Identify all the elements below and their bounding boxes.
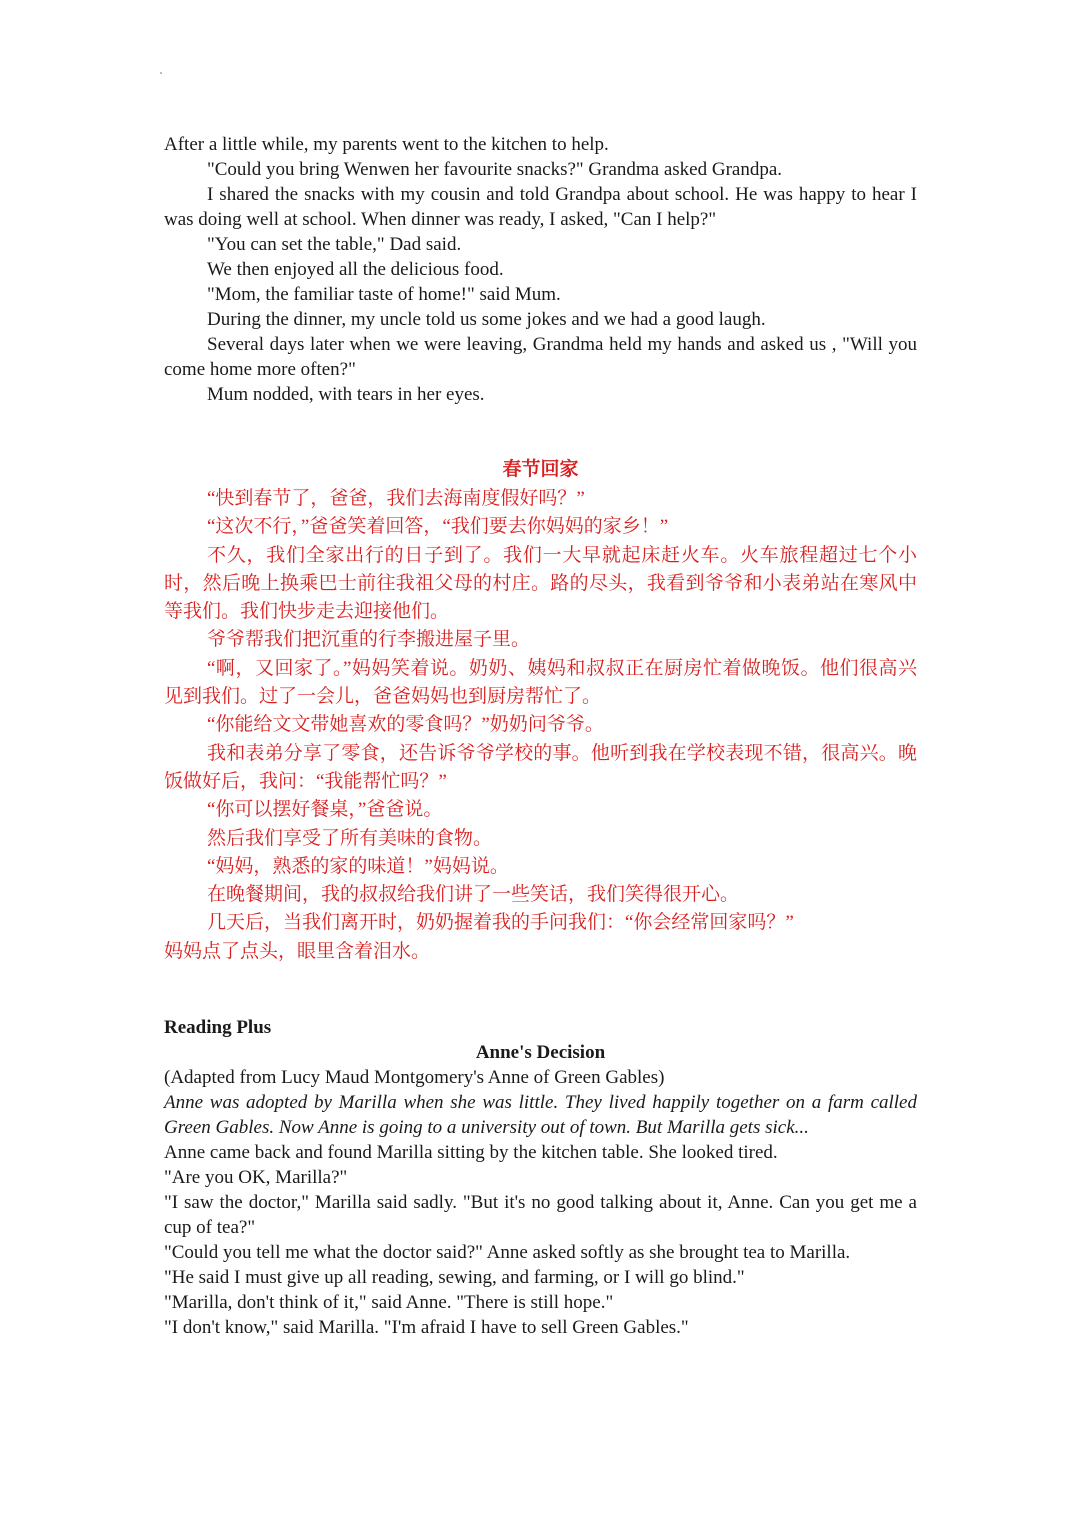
chinese-paragraph: “你可以摆好餐桌，”爸爸说。 xyxy=(207,799,443,821)
english-paragraph: After a little while, my parents went to the kitchen to help. xyxy=(164,134,609,155)
chinese-translation-section xyxy=(164,457,917,966)
chinese-paragraph: “啊，又回家了。”妈妈笑着说。奶奶、姨妈和叔叔正在厨房忙着做晚饭。他们很高兴见到我们。过了一会儿，爸爸妈妈也到厨房帮忙了。 xyxy=(164,657,917,708)
story-paragraph: "I saw the doctor," Marilla said sadly. "But it's no good talking about it, Anne. Can you get me a cup of tea?" xyxy=(164,1192,917,1238)
reading-plus-heading: Reading Plus xyxy=(164,1017,272,1038)
english-paragraph: "Mom, the familiar taste of home!" said Mum. xyxy=(207,284,561,305)
chinese-paragraph: 爷爷帮我们把沉重的行李搬进屋子里。 xyxy=(207,629,531,651)
english-paragraph: "Could you bring Wenwen her favourite snacks?" Grandma asked Grandpa. xyxy=(207,159,783,180)
chinese-paragraph: 妈妈点了点头，眼里含着泪水。 xyxy=(164,940,431,962)
story-title: Anne's Decision xyxy=(475,1042,606,1063)
chinese-paragraph: 在晚餐期间，我的叔叔给我们讲了一些笑话，我们笑得很开心。 xyxy=(207,884,740,906)
story-paragraph: "Could you tell me what the doctor said?" Anne asked softly as she brought tea to Marilla. xyxy=(164,1242,851,1263)
english-story-section xyxy=(164,132,917,407)
chinese-paragraph: “你能给文文带她喜欢的零食吗？”奶奶问爷爷。 xyxy=(207,714,604,736)
chinese-paragraph: 然后我们享受了所有美味的食物。 xyxy=(207,827,493,849)
chinese-paragraph: 我和表弟分享了零食，还告诉爷爷学校的事。他听到我在学校表现不错，很高兴。晚饭做好后，我问：“我能帮忙吗？” xyxy=(164,742,917,792)
chinese-paragraph: “妈妈，熟悉的家的味道！”妈妈说。 xyxy=(207,855,509,877)
english-paragraph: We then enjoyed all the delicious food. xyxy=(207,259,504,280)
story-paragraph: "I don't know," said Marilla. "I'm afraid I have to sell Green Gables." xyxy=(164,1317,689,1338)
english-paragraph: During the dinner, my uncle told us some jokes and we had a good laugh. xyxy=(207,309,766,330)
chinese-paragraph: “快到春节了，爸爸，我们去海南度假好吗？” xyxy=(207,488,585,509)
story-paragraph: Anne came back and found Marilla sitting by the kitchen table. She looked tired. xyxy=(164,1142,778,1163)
chinese-paragraph: 不久，我们全家出行的日子到了。我们一大早就起床赶火车。火车旅程超过七个小时，然后晚上换乘巴士前往我祖父母的村庄。路的尽头，我看到爷爷和小表弟站在寒风中等我们。我们快步走去迎接他们。 xyxy=(164,544,917,623)
story-paragraph: "Are you OK, Marilla?" xyxy=(164,1167,348,1188)
chinese-paragraph: 几天后，当我们离开时，奶奶握着我的手问我们：“你会经常回家吗？” xyxy=(207,912,794,934)
scan-speck xyxy=(160,72,162,74)
chinese-paragraph: “这次不行，”爸爸笑着回答，“我们要去你妈妈的家乡！” xyxy=(207,516,669,538)
chinese-title: 春节回家 xyxy=(502,459,579,480)
story-source: (Adapted from Lucy Maud Montgomery's Anne of Green Gables) xyxy=(164,1067,665,1088)
reading-plus-section xyxy=(164,1015,917,1340)
english-paragraph: Mum nodded, with tears in her eyes. xyxy=(207,384,485,405)
story-paragraph: "Marilla, don't think of it," said Anne. "There is still hope." xyxy=(164,1292,614,1313)
english-paragraph: "You can set the table," Dad said. xyxy=(207,234,462,255)
english-paragraph: I shared the snacks with my cousin and told Grandpa about school. He was happy to hear I was doing well at school. When dinner was ready, I asked, "Can I help?" xyxy=(164,184,917,230)
story-intro: Anne was adopted by Marilla when she was little. They lived happily together on a farm called Green Gables. Now Anne is going to a university out of town. But Marilla gets sick... xyxy=(164,1092,917,1138)
english-paragraph: Several days later when we were leaving, Grandma held my hands and asked us , "Will you come home more often?" xyxy=(164,334,917,380)
story-paragraph: "He said I must give up all reading, sewing, and farming, or I will go blind." xyxy=(164,1267,745,1288)
